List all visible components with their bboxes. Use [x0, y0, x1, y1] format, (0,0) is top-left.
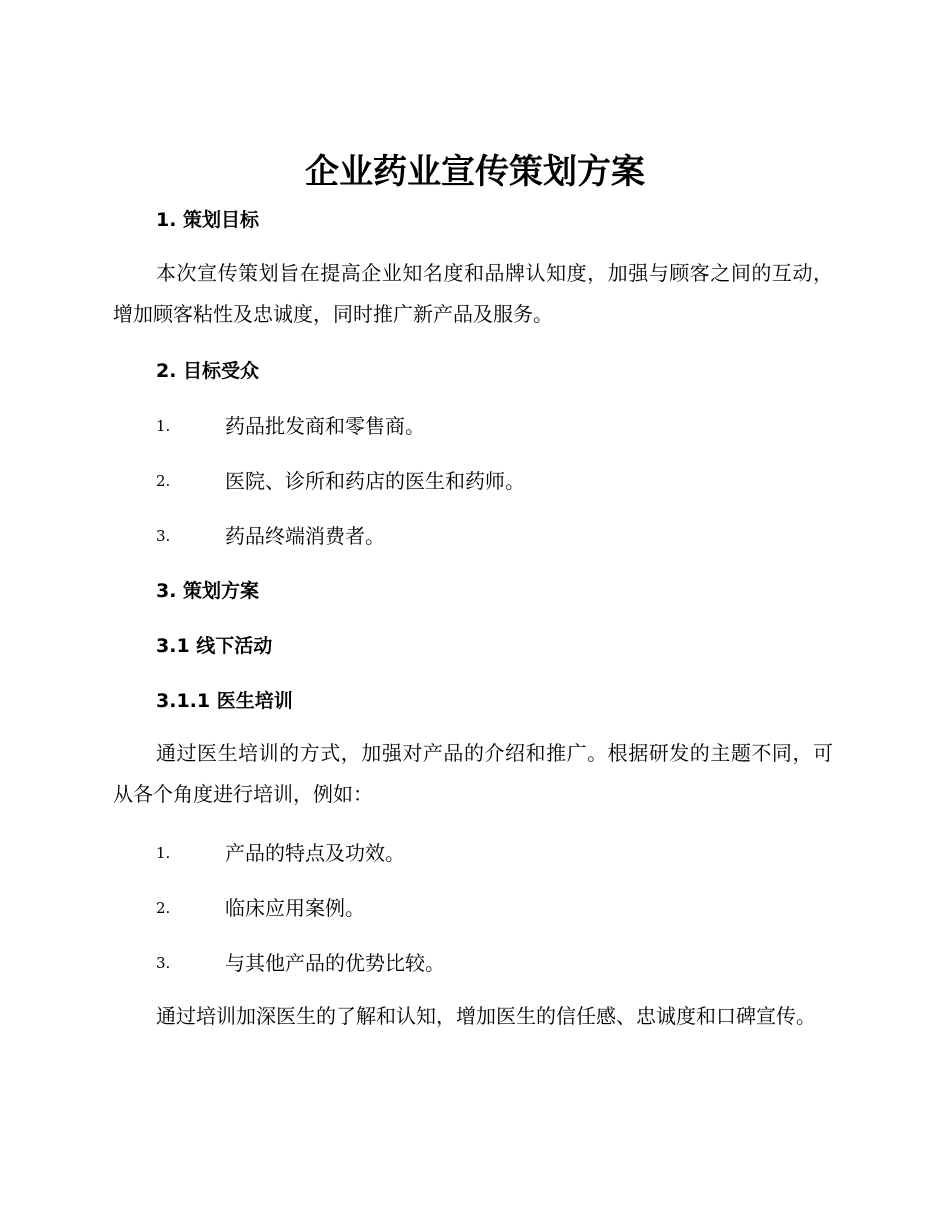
list-number: 2. [156, 472, 171, 490]
list-text: 临床应用案例。 [225, 896, 365, 920]
list-number: 3. [156, 527, 171, 545]
list-text: 药品终端消费者。 [225, 524, 385, 548]
section-heading-plan: 3. 策划方案 [156, 580, 260, 602]
training-summary-paragraph: 通过培训加深医生的了解和认知，增加医生的信任感、忠诚度和口碑宣传。 [156, 1004, 816, 1028]
list-number: 3. [156, 954, 171, 972]
goals-paragraph: 本次宣传策划旨在提高企业知名度和品牌认知度，加强与顾客之间的互动，增加顾客粘性及忠诚度，同时推广新产品及服务。 [113, 261, 833, 326]
subsection-heading-offline: 3.1 线下活动 [156, 635, 273, 657]
list-text: 产品的特点及功效。 [225, 841, 405, 865]
list-number: 2. [156, 899, 171, 917]
document-title: 企业药业宣传策划方案 [305, 152, 645, 192]
list-text: 药品批发商和零售商。 [225, 414, 425, 438]
list-number: 1. [156, 417, 171, 435]
list-number: 1. [156, 844, 171, 862]
section-heading-goals: 1. 策划目标 [156, 209, 260, 231]
list-text: 医院、诊所和药店的医生和药师。 [225, 469, 525, 493]
list-text: 与其他产品的优势比较。 [225, 951, 445, 975]
subsubsection-heading-training: 3.1.1 医生培训 [156, 690, 293, 712]
section-heading-audience: 2. 目标受众 [156, 360, 260, 382]
training-paragraph: 通过医生培训的方式，加强对产品的介绍和推广。根据研发的主题不同，可从各个角度进行培训，例如： [113, 741, 833, 806]
